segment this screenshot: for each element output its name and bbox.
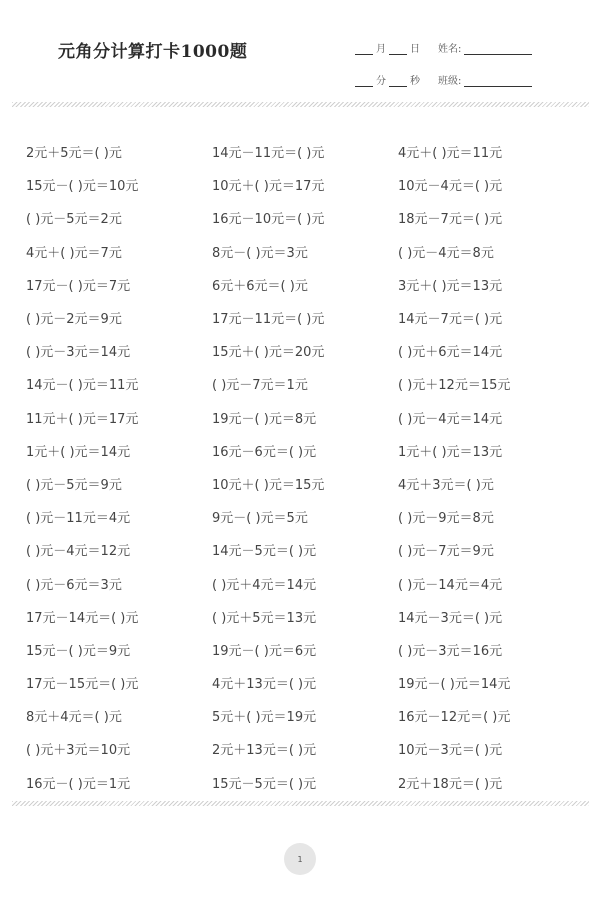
problem-item: 16元－( )元＝1元 — [26, 776, 131, 792]
problem-row — [26, 168, 586, 201]
problem-grid — [26, 135, 586, 799]
problem-row — [26, 766, 586, 799]
problem-item: 3元＋( )元＝13元 — [398, 278, 503, 294]
problem-item: 16元－10元＝( )元 — [212, 212, 325, 228]
problem-row — [26, 600, 586, 633]
date-name-row — [352, 40, 535, 55]
problem-item: 16元－6元＝( )元 — [212, 444, 317, 460]
problem-item: ( )元－3元＝14元 — [26, 345, 131, 361]
problem-item: 17元－( )元＝7元 — [26, 278, 131, 294]
problem-item: ( )元＋6元＝14元 — [398, 345, 503, 361]
name-label: 姓名: — [438, 44, 462, 55]
problem-item: 15元－5元＝( )元 — [212, 776, 317, 792]
problem-item: 14元－( )元＝11元 — [26, 378, 139, 394]
problem-row — [26, 334, 586, 367]
problem-item: 4元＋13元＝( )元 — [212, 677, 317, 693]
problem-item: 4元＋3元＝( )元 — [398, 477, 494, 493]
problem-item: 10元＋( )元＝15元 — [212, 477, 325, 493]
problem-item: ( )元－5元＝2元 — [26, 212, 122, 228]
minute-blank — [355, 76, 373, 87]
problem-item: 17元－11元＝( )元 — [212, 312, 325, 328]
bottom-divider — [12, 801, 589, 806]
problem-item: 9元－( )元＝5元 — [212, 511, 308, 527]
problem-item: ( )元－7元＝1元 — [212, 378, 308, 394]
problem-item: 1元＋( )元＝14元 — [26, 444, 131, 460]
problem-item: 5元＋( )元＝19元 — [212, 710, 317, 726]
problem-item: 10元＋( )元＝17元 — [212, 179, 325, 195]
problem-item: ( )元＋3元＝10元 — [26, 743, 131, 759]
month-label: 月 — [376, 44, 386, 55]
problem-item: ( )元＋12元＝15元 — [398, 378, 511, 394]
problem-item: 6元＋6元＝( )元 — [212, 278, 308, 294]
problem-row — [26, 467, 586, 500]
problem-item: ( )元－4元＝8元 — [398, 245, 494, 261]
problem-item: ( )元－14元＝4元 — [398, 577, 503, 593]
problem-item: 2元＋18元＝( )元 — [398, 776, 503, 792]
problem-item: ( )元－9元＝8元 — [398, 511, 494, 527]
day-blank — [389, 44, 407, 55]
problem-item: 18元－7元＝( )元 — [398, 212, 503, 228]
minute-label: 分 — [376, 76, 386, 87]
problem-item: 11元＋( )元＝17元 — [26, 411, 139, 427]
problem-item: ( )元＋4元＝14元 — [212, 577, 317, 593]
page-number-badge — [284, 843, 316, 875]
problem-item: 14元－7元＝( )元 — [398, 312, 503, 328]
problem-item: 4元＋( )元＝11元 — [398, 146, 503, 162]
day-label: 日 — [410, 44, 420, 55]
time-class-row — [352, 72, 535, 87]
problem-row — [26, 666, 586, 699]
page-number: 1 — [297, 854, 303, 864]
problem-item: ( )元－6元＝3元 — [26, 577, 122, 593]
problem-item: 8元－( )元＝3元 — [212, 245, 308, 261]
page-title: 元角分计算打卡1000题 — [58, 42, 248, 62]
second-label: 秒 — [410, 76, 420, 87]
name-blank — [464, 44, 532, 55]
problem-item: 19元－( )元＝6元 — [212, 643, 317, 659]
problem-row — [26, 401, 586, 434]
problem-item: 19元－( )元＝14元 — [398, 677, 511, 693]
problem-row — [26, 367, 586, 400]
problem-item: 10元－4元＝( )元 — [398, 179, 503, 195]
problem-row — [26, 201, 586, 234]
class-label: 班级: — [438, 76, 462, 87]
problem-item: ( )元＋5元＝13元 — [212, 610, 317, 626]
problem-item: 2元＋5元＝( )元 — [26, 146, 122, 162]
problem-item: 2元＋13元＝( )元 — [212, 743, 317, 759]
problem-item: ( )元－5元＝9元 — [26, 477, 122, 493]
problem-item: 17元－15元＝( )元 — [26, 677, 139, 693]
problem-row — [26, 633, 586, 666]
problem-item: 15元－( )元＝9元 — [26, 643, 131, 659]
problem-row — [26, 301, 586, 334]
problem-item: 1元＋( )元＝13元 — [398, 444, 503, 460]
problem-item: ( )元－11元＝4元 — [26, 511, 131, 527]
problem-item: 14元－11元＝( )元 — [212, 146, 325, 162]
problem-row — [26, 500, 586, 533]
class-blank — [464, 76, 532, 87]
problem-item: ( )元－4元＝14元 — [398, 411, 503, 427]
problem-row — [26, 268, 586, 301]
problem-row — [26, 533, 586, 566]
top-divider — [12, 102, 589, 107]
problem-item: ( )元－4元＝12元 — [26, 544, 131, 560]
month-blank — [355, 44, 373, 55]
problem-row — [26, 135, 586, 168]
problem-row — [26, 235, 586, 268]
problem-item: 15元－( )元＝10元 — [26, 179, 139, 195]
problem-item: 15元＋( )元＝20元 — [212, 345, 325, 361]
problem-item: 16元－12元＝( )元 — [398, 710, 511, 726]
problem-item: 19元－( )元＝8元 — [212, 411, 317, 427]
problem-item: ( )元－3元＝16元 — [398, 643, 503, 659]
problem-item: 4元＋( )元＝7元 — [26, 245, 122, 261]
problem-item: ( )元－2元＝9元 — [26, 312, 122, 328]
problem-row — [26, 699, 586, 732]
problem-item: 10元－3元＝( )元 — [398, 743, 503, 759]
problem-row — [26, 732, 586, 765]
problem-row — [26, 566, 586, 599]
problem-item: 17元－14元＝( )元 — [26, 610, 139, 626]
problem-item: 8元＋4元＝( )元 — [26, 710, 122, 726]
problem-row — [26, 434, 586, 467]
problem-item: ( )元－7元＝9元 — [398, 544, 494, 560]
problem-item: 14元－5元＝( )元 — [212, 544, 317, 560]
problem-item: 14元－3元＝( )元 — [398, 610, 503, 626]
second-blank — [389, 76, 407, 87]
